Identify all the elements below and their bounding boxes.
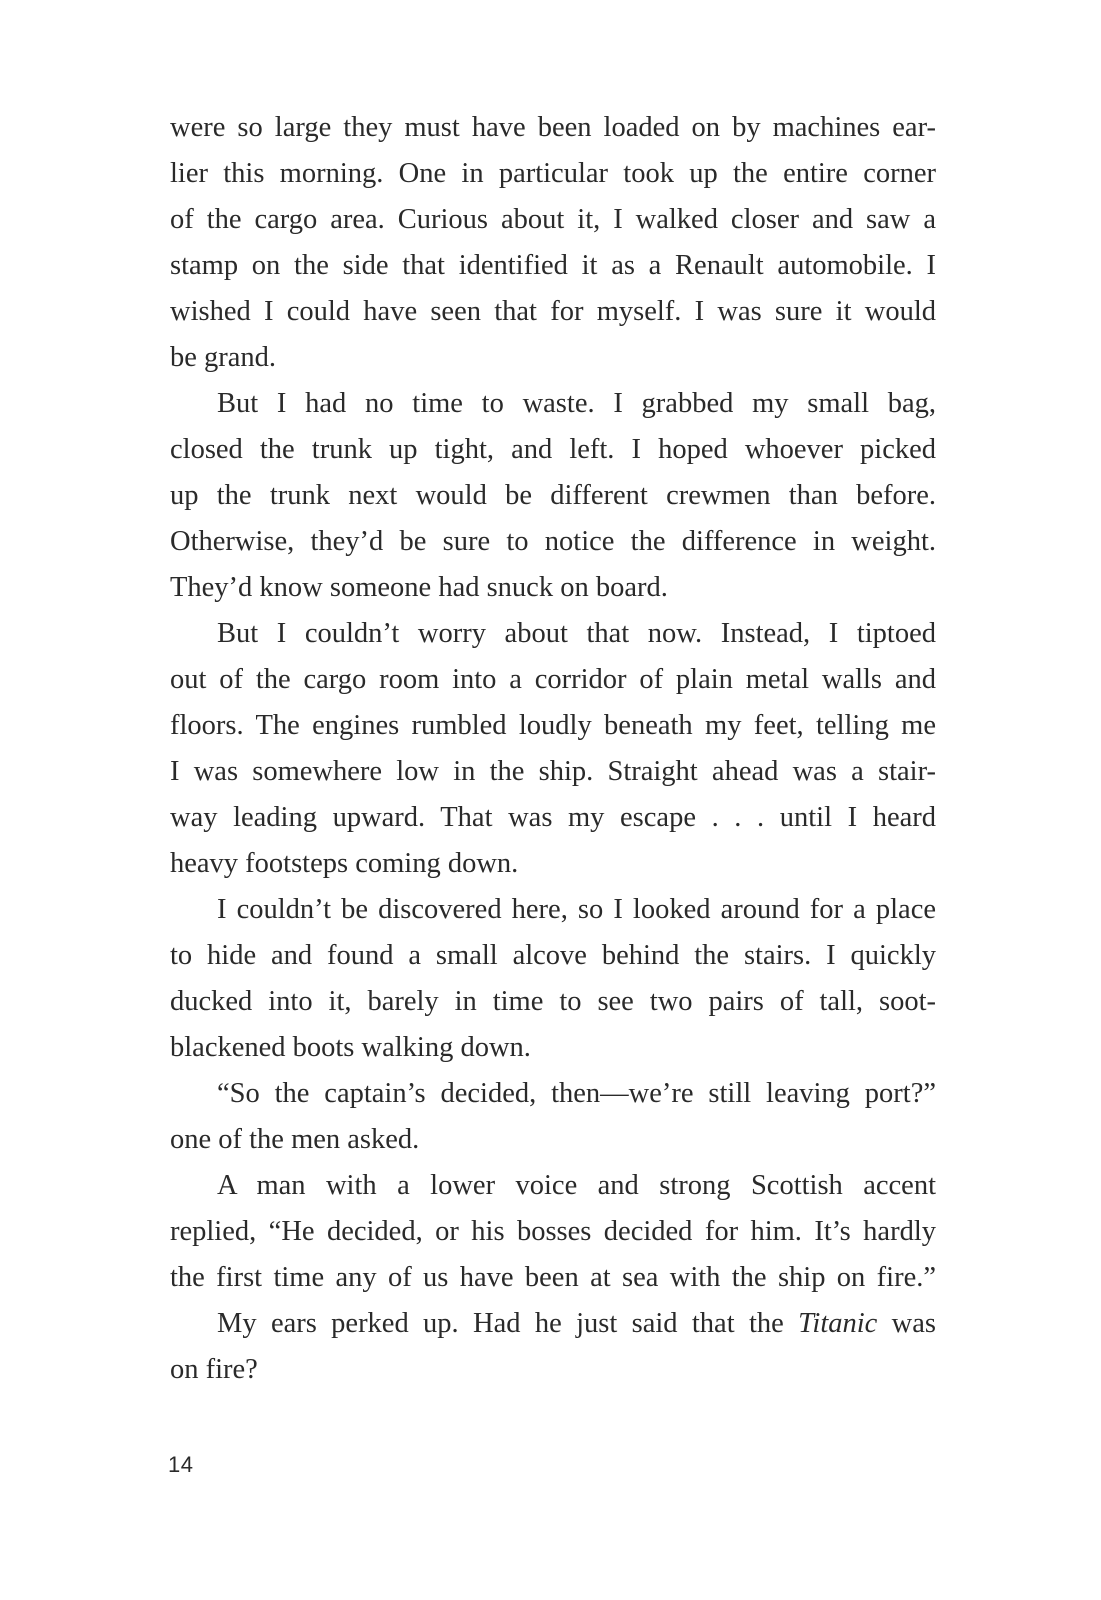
- text-line: the first time any of us have been at sea with the ship on fire.”: [170, 1262, 936, 1293]
- italic-title: Titanic: [798, 1308, 878, 1339]
- text-line: blackened boots walking down.: [170, 1032, 531, 1063]
- text-line: up the trunk next would be different crewmen than before.: [170, 480, 936, 511]
- text-line: heavy footsteps coming down.: [170, 848, 519, 879]
- text-line: on fire?: [170, 1354, 258, 1385]
- text-line: were so large they must have been loaded on by machines ear-: [170, 112, 936, 143]
- text-line: of the cargo area. Curious about it, I walked closer and saw a: [170, 204, 936, 235]
- text-line: out of the cargo room into a corridor of plain metal walls and: [170, 664, 936, 695]
- text-line: ducked into it, barely in time to see two pairs of tall, soot-: [170, 986, 936, 1017]
- text-line: But I had no time to waste. I grabbed my small bag,: [217, 388, 936, 419]
- text-line: Otherwise, they’d be sure to notice the difference in weight.: [170, 526, 936, 557]
- text-line: be grand.: [170, 342, 277, 373]
- text-line: But I couldn’t worry about that now. Instead, I tiptoed: [217, 618, 936, 649]
- text-line: I couldn’t be discovered here, so I looked around for a place: [217, 894, 936, 925]
- text-line: lier this morning. One in particular took up the entire corner: [170, 158, 936, 189]
- page-number: 14: [168, 1452, 194, 1477]
- text-line: to hide and found a small alcove behind the stairs. I quickly: [170, 940, 936, 971]
- text-line: They’d know someone had snuck on board.: [170, 572, 668, 603]
- text-line: A man with a lower voice and strong Scottish accent: [217, 1170, 936, 1201]
- text-line: way leading upward. That was my escape . . . until I heard: [170, 802, 936, 833]
- text-line: closed the trunk up tight, and left. I hoped whoever picked: [170, 434, 936, 465]
- text-line: wished I could have seen that for myself. I was sure it would: [170, 296, 936, 327]
- body-text: [170, 105, 936, 1393]
- text-line: one of the men asked.: [170, 1124, 420, 1155]
- text-line: “So the captain’s decided, then—we’re still leaving port?”: [217, 1078, 936, 1109]
- text-line: replied, “He decided, or his bosses decided for him. It’s hardly: [170, 1216, 936, 1247]
- text-line: My ears perked up. Had he just said that the Titanic was: [217, 1308, 936, 1339]
- text-line: floors. The engines rumbled loudly beneath my feet, telling me: [170, 710, 936, 741]
- text-line: I was somewhere low in the ship. Straight ahead was a stair-: [170, 756, 936, 787]
- text-line: stamp on the side that identified it as a Renault automobile. I: [170, 250, 936, 281]
